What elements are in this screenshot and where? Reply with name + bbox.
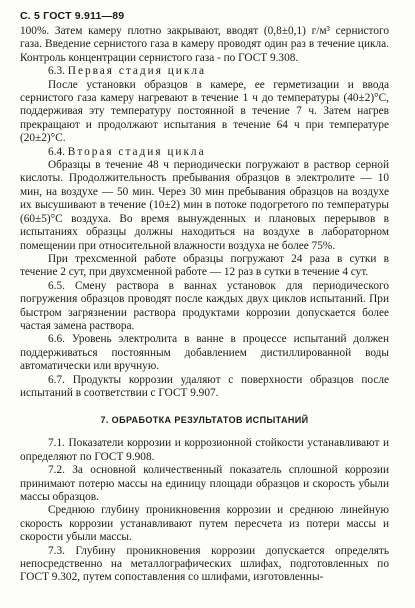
- subsection-heading-6-4: [20, 146, 389, 159]
- paragraph-6-5: 6.5. Смену раствора в ваннах установок для периодического погружения образцов проводят после каждых двух циклов испытаний. При быстром загрязнении раствора продуктами коррозии допускается более частая замена раствора.: [20, 279, 389, 332]
- subsection-title: Первая стадия цикла: [67, 65, 206, 78]
- subsection-number: 6.4.: [48, 145, 65, 158]
- paragraph-6-6: 6.6. Уровень электролита в ванне в процессе испытаний должен поддерживаться постоянным добавлением дистиллированной воды автоматически или вручную.: [20, 333, 389, 373]
- paragraph-6-7: 6.7. Продукты коррозии удаляют с поверхности образцов после испытаний в соответствии с ГОСТ 9.907.: [20, 373, 389, 399]
- paragraph-continuation: 100%. Затем камеру плотно закрывают, вводят (0,8±0,1) г/м³ сернистого газа. Введение сернистого газа в камеру проводят один раз в течение цикла. Контроль концентрации сернистого газа - по ГОСТ 9.308.: [20, 25, 389, 64]
- paragraph-7-2: 7.2. За основной количественный показатель сплошной коррозии принимают потерю массы на единицу площади образцов и скорость убыли массы образцов.: [20, 464, 389, 503]
- paragraph-7-2-depth: Среднюю глубину проникновения коррозии и среднюю линейную скорость коррозии устанавливают путем пересчета из потери массы и скорости убыли массы.: [20, 504, 389, 544]
- page-header: С. 5 ГОСТ 9.911—89: [20, 10, 125, 22]
- paragraph-7-3: 7.3. Глубину проникновения коррозии допускается определять непосредственно на металлографических шлифах, подготовленных по ГОСТ 9.302, путем сопоставления со шлифами, изготовленны-: [20, 544, 389, 584]
- paragraph-7-1: 7.1. Показатели коррозии и коррозионной стойкости устанавливают и определяют по ГОСТ 9.908.: [20, 437, 389, 463]
- subsection-number: 6.3.: [48, 65, 65, 78]
- subsection-heading-6-3: [20, 65, 389, 78]
- paragraph-6-4: Образцы в течение 48 ч периодически погружают в раствор серной кислоты. Продолжительность пребывания образцов в электролите — 10 мин, на воздухе — 50 мин. Через 30 мин пребывания образцов на воздухе их высушивают в течение (10±2) мин в потоке подогретого по температуры (60±5)°С воздуха. Во время вынужденных и плановых перерывов в испытаниях образцы должны находиться на воздухе в лабораторном помещении при относительной влажности воздуха не более 75%.: [20, 159, 389, 252]
- subsection-title: Вторая стадия цикла: [67, 145, 206, 158]
- document-body: [20, 25, 389, 585]
- paragraph-6-3: После установки образцов в камере, ее герметизации и ввода сернистого газа камеру нагревают в течение 1 ч до температуры (40±2)°С, поддерживая эту температуру постоянной в течение 7 ч. Затем нагрев прекращают и продолжают испытания в течение 64 ч при температуре (20±2)°С.: [20, 78, 389, 145]
- section-heading-7: 7. ОБРАБОТКА РЕЗУЛЬТАТОВ ИСПЫТАНИЙ: [100, 415, 309, 426]
- paragraph-6-4-shift: При трехсменной работе образцы погружают 24 раза в сутки в течение 2 сут, при двухсменной работе — 12 раз в сутки в течение 4 сут.: [20, 252, 389, 279]
